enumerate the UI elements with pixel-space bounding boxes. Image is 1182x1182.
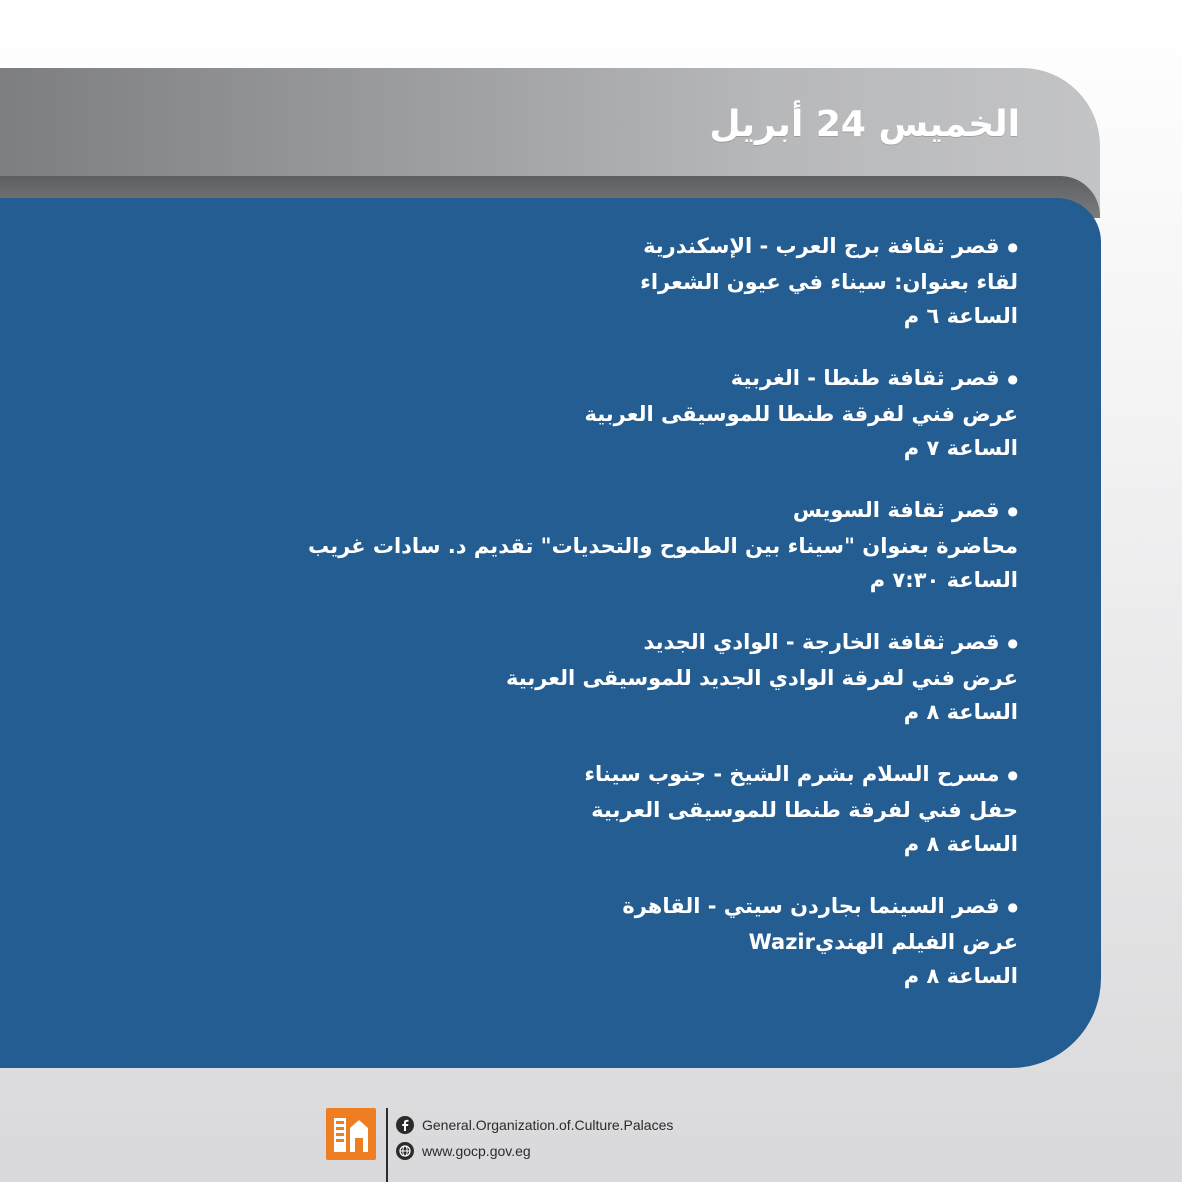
event-time: الساعة ٨ م <box>903 700 1018 724</box>
facebook-text: General.Organization.of.Culture.Palaces <box>422 1117 674 1133</box>
event-venue: ● قصر ثقافة طنطا - الغربية <box>258 360 1018 396</box>
event-time: الساعة ٧ م <box>903 436 1018 460</box>
facebook-link[interactable] <box>396 1112 673 1138</box>
event-item <box>258 360 1018 464</box>
website-link[interactable] <box>396 1138 673 1164</box>
event-item <box>258 492 1018 596</box>
event-time: الساعة ٦ م <box>903 304 1018 328</box>
event-venue: ● قصر ثقافة الخارجة - الوادي الجديد <box>258 624 1018 660</box>
event-item <box>258 624 1018 728</box>
event-description: عرض فني لفرقة الوادي الجديد للموسيقى العربية <box>506 666 1018 690</box>
globe-icon <box>396 1142 414 1160</box>
event-description: حفل فني لفرقة طنطا للموسيقى العربية <box>591 798 1018 822</box>
event-time: الساعة ٨ م <box>903 964 1018 988</box>
event-time: الساعة ٨ م <box>903 832 1018 856</box>
event-time: الساعة ٧:٣٠ م <box>869 568 1018 592</box>
event-description: عرض فني لفرقة طنطا للموسيقى العربية <box>584 402 1018 426</box>
event-item <box>258 228 1018 332</box>
footer <box>326 1108 673 1182</box>
event-venue: ● قصر السينما بجاردن سيتي - القاهرة <box>258 888 1018 924</box>
page-title: الخميس 24 أبريل <box>709 104 1020 145</box>
event-venue: ● مسرح السلام بشرم الشيخ - جنوب سيناء <box>258 756 1018 792</box>
building-icon <box>331 1112 371 1156</box>
event-description: محاضرة بعنوان "سيناء بين الطموح والتحديات" تقديم د. سادات غريب <box>308 534 1018 558</box>
gocp-logo <box>326 1108 376 1160</box>
event-item <box>258 756 1018 860</box>
contact-info <box>396 1108 673 1164</box>
events-list <box>258 228 1018 1020</box>
facebook-icon <box>396 1116 414 1134</box>
event-description: لقاء بعنوان: سيناء في عيون الشعراء <box>640 270 1018 294</box>
website-text: www.gocp.gov.eg <box>422 1143 531 1159</box>
event-description: عرض الفيلم الهنديWazir <box>748 930 1018 954</box>
event-venue: ● قصر ثقافة السويس <box>258 492 1018 528</box>
footer-divider <box>386 1108 388 1182</box>
event-venue: ● قصر ثقافة برج العرب - الإسكندرية <box>258 228 1018 264</box>
event-item <box>258 888 1018 992</box>
